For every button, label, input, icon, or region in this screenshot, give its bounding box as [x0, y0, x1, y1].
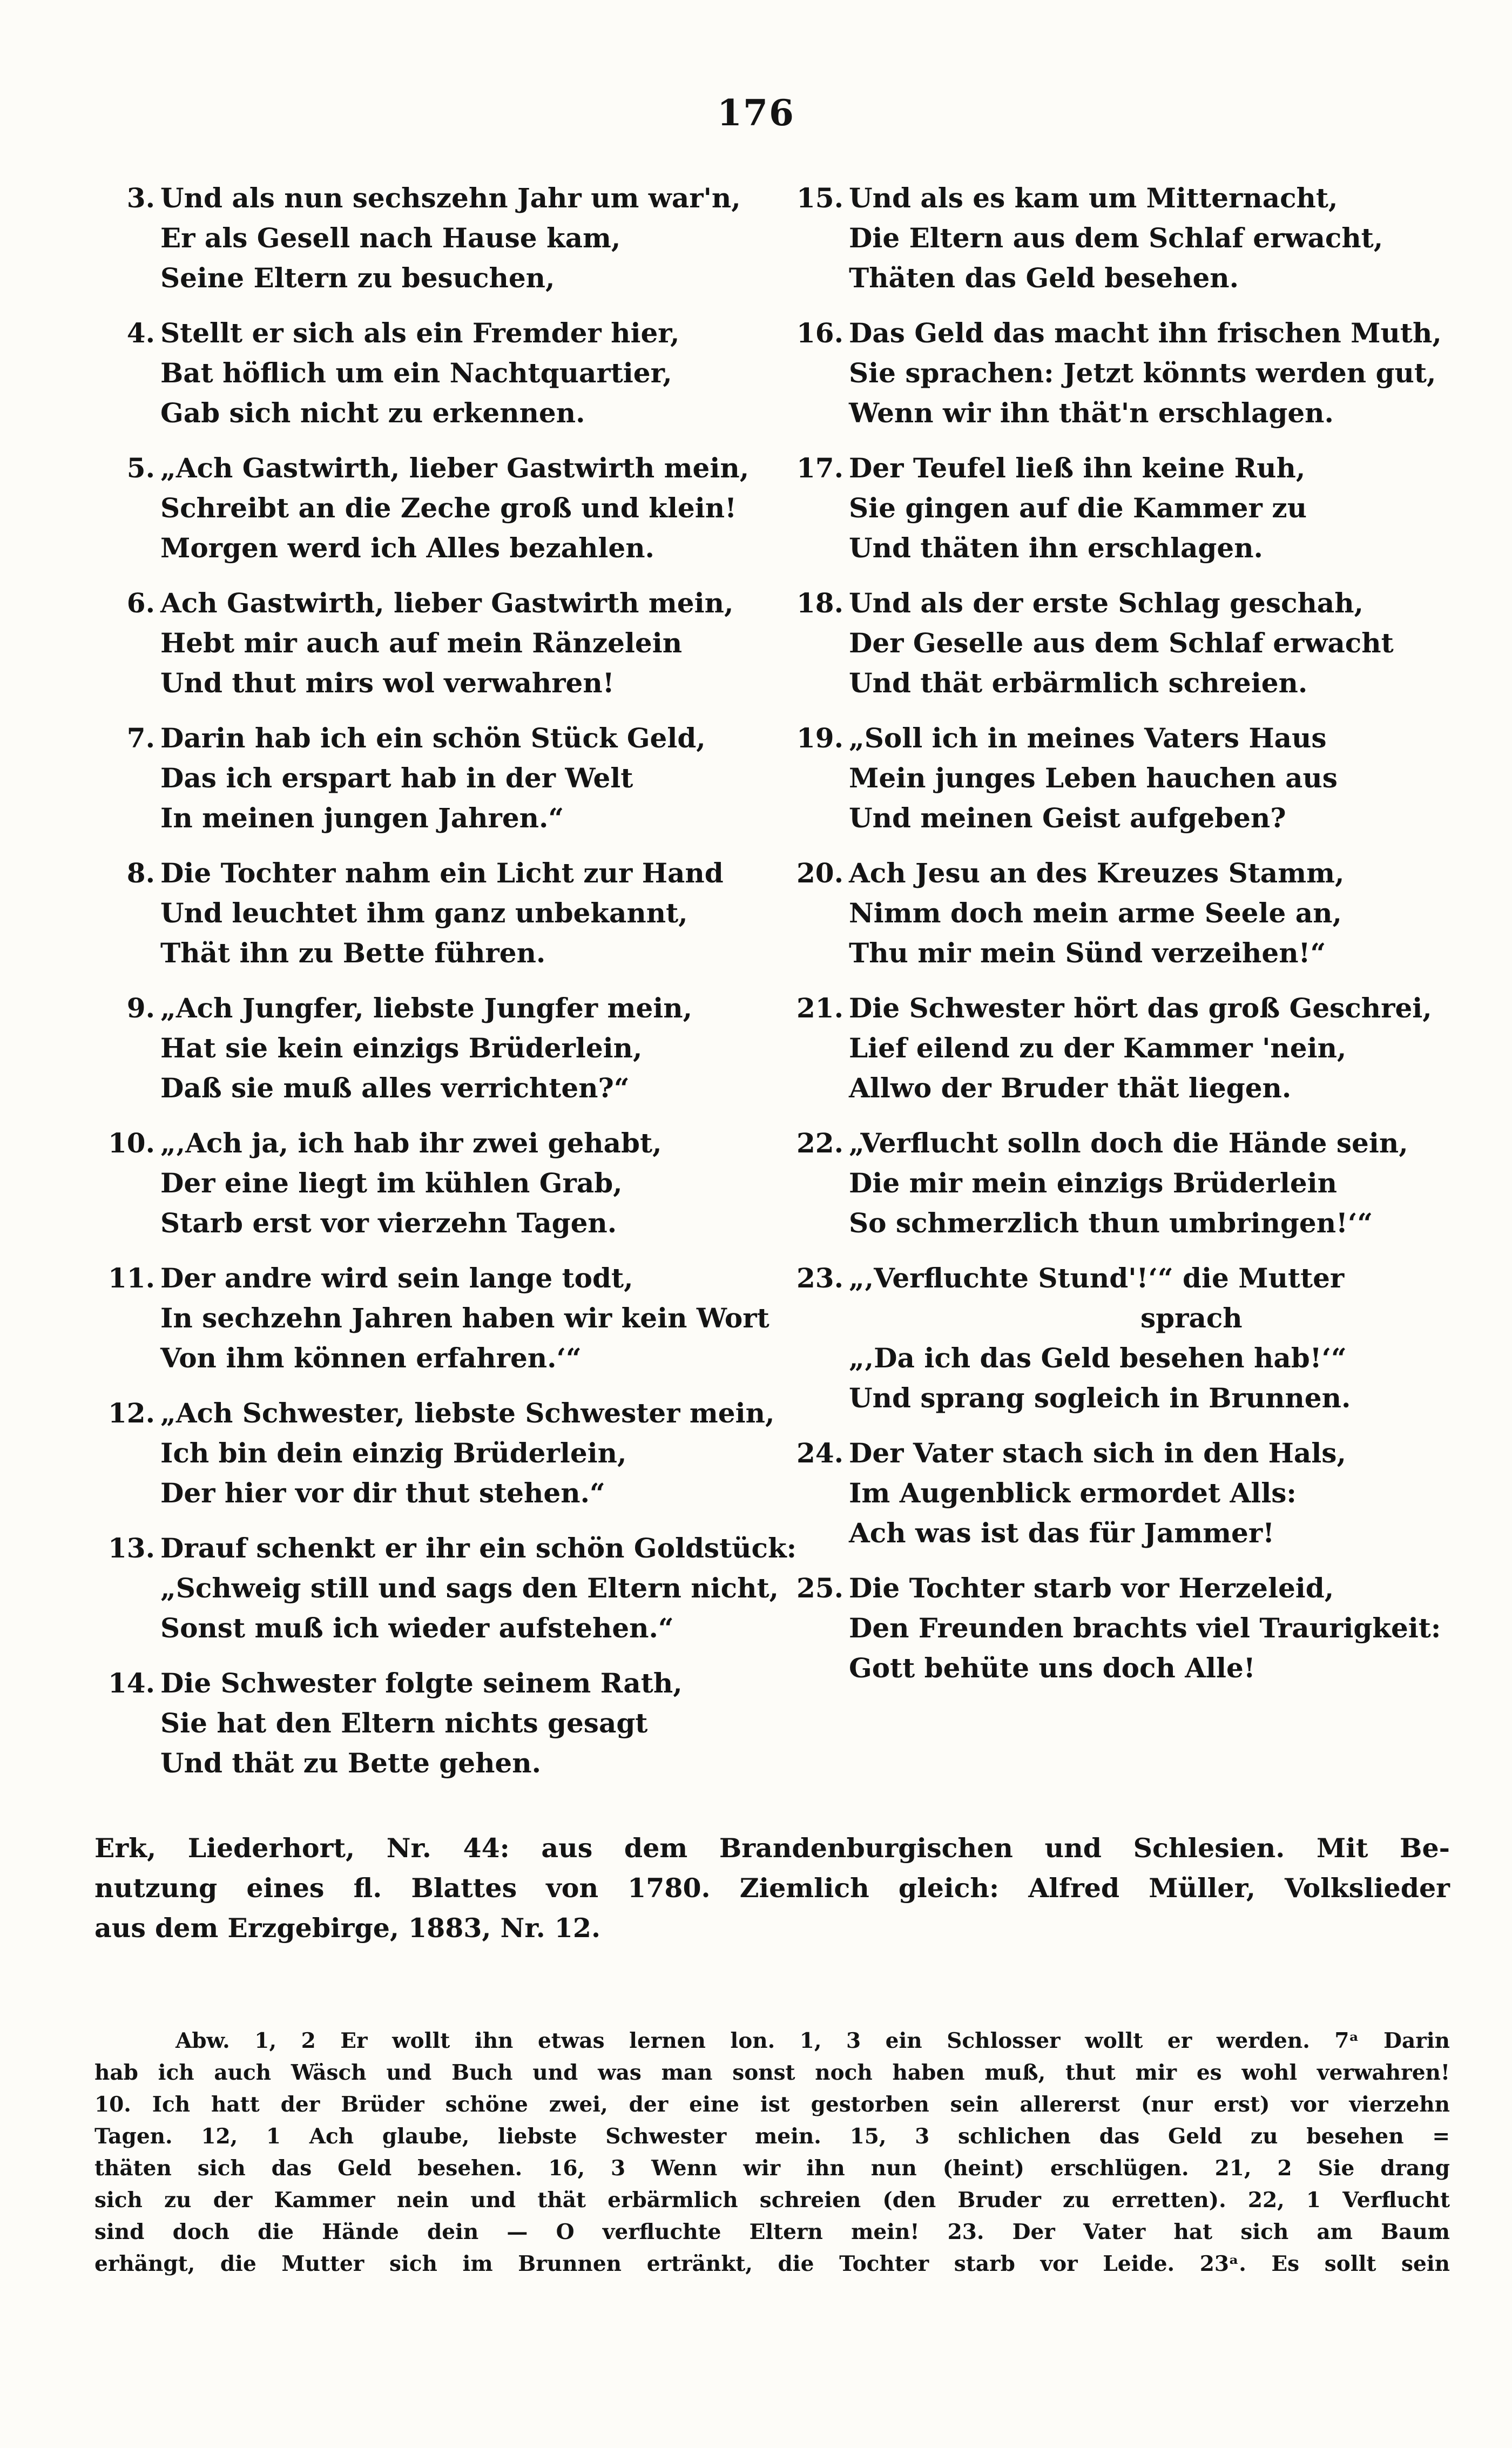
verse-line: Und thäten ihn erschlagen. [849, 532, 1263, 564]
stanza-number: 13. [108, 1532, 155, 1564]
verse-line: In sechzehn Jahren haben wir kein Wort [160, 1302, 770, 1334]
verse-line: Von ihm können erfahren.‘“ [160, 1342, 582, 1374]
verse-line: Stellt er sich als ein Fremder hier, [160, 317, 680, 349]
stanza [94, 178, 775, 298]
stanza-number: 16. [796, 317, 843, 349]
stanza-number: 19. [796, 722, 843, 754]
verse-line-turnover: sprach [1140, 1302, 1243, 1334]
verse-line: Und als nun sechszehn Jahr um war'n, [160, 182, 741, 214]
stanza [783, 178, 1463, 298]
stanza-number: 17. [796, 452, 843, 484]
stanza-number: 11. [108, 1262, 155, 1294]
stanza [783, 1258, 1463, 1418]
verse-line: Ach Jesu an des Kreuzes Stamm, [849, 857, 1345, 889]
verse-line: Wenn wir ihn thät'n erschlagen. [849, 397, 1334, 429]
stanza [94, 1393, 775, 1513]
footnote-line: Tagen. 12, 1 Ach glaube, liebste Schwester mein. 15, 3 schlichen das Geld zu besehen = [94, 2124, 1450, 2149]
stanza [783, 988, 1463, 1108]
verse-line: Das ich erspart hab in der Welt [160, 762, 633, 794]
stanza-number: 7. [126, 722, 155, 754]
stanza [783, 1433, 1463, 1553]
verse-line: Darin hab ich ein schön Stück Geld, [160, 722, 706, 754]
verse-line: Und thät erbärmlich schreien. [849, 667, 1308, 699]
stanza [94, 1663, 775, 1783]
stanza-number: 18. [796, 587, 843, 619]
right-column [783, 178, 1463, 1703]
stanza [783, 313, 1463, 433]
verse-line: Der Geselle aus dem Schlaf erwacht [849, 627, 1394, 659]
verse-line: Der Vater stach sich in den Hals, [849, 1437, 1346, 1469]
stanza [94, 718, 775, 838]
verse-line: Gott behüte uns doch Alle! [849, 1652, 1256, 1684]
verse-line: Und leuchtet ihm ganz unbekannt, [160, 897, 688, 929]
verse-line: In meinen jungen Jahren.“ [160, 802, 564, 834]
verse-line: „Ach Jungfer, liebste Jungfer mein, [160, 992, 693, 1024]
verse-line: Drauf schenkt er ihr ein schön Goldstück: [160, 1532, 797, 1564]
source-note [94, 1828, 1450, 1948]
stanza [94, 1123, 775, 1243]
verse-line: „Ach Gastwirth, lieber Gastwirth mein, [160, 452, 750, 484]
verse-line: Mein junges Leben hauchen aus [849, 762, 1338, 794]
verse-line: Sie hat den Eltern nichts gesagt [160, 1707, 648, 1739]
stanza [783, 853, 1463, 973]
verse-line: Im Augenblick ermordet Alls: [849, 1477, 1297, 1509]
stanza [94, 1528, 797, 1648]
stanza-number: 6. [126, 587, 155, 619]
stanza [783, 1123, 1463, 1243]
verse-line: Die Eltern aus dem Schlaf erwacht, [849, 222, 1383, 254]
verse-line: Seine Eltern zu besuchen, [160, 262, 555, 294]
stanza-number: 20. [796, 857, 843, 889]
verse-line: Morgen werd ich Alles bezahlen. [160, 532, 654, 564]
verse-line: Und meinen Geist aufgeben? [849, 802, 1286, 834]
stanza [783, 718, 1463, 838]
verse-line: Und als es kam um Mitternacht, [849, 182, 1338, 214]
verse-line: Hebt mir auch auf mein Ränzelein [160, 627, 683, 659]
verse-line: Ach was ist das für Jammer! [849, 1517, 1275, 1549]
verse-line: „Verflucht solln doch die Hände sein, [849, 1127, 1408, 1159]
verse-line: „Ach Schwester, liebste Schwester mein, [160, 1397, 775, 1429]
verse-line: Bat höflich um ein Nachtquartier, [160, 357, 672, 389]
stanza [783, 1568, 1463, 1688]
verse-line: Die Schwester folgte seinem Rath, [160, 1667, 683, 1699]
verse-line: Und thut mirs wol verwahren! [160, 667, 615, 699]
stanza [94, 853, 775, 973]
verse-line: Der hier vor dir thut stehen.“ [160, 1477, 605, 1509]
variant-readings-footnote [94, 2025, 1450, 2280]
stanza-number: 22. [796, 1127, 843, 1159]
verse-line: Das Geld das macht ihn frischen Muth, [849, 317, 1442, 349]
verse-line: „Soll ich in meines Vaters Haus [849, 722, 1327, 754]
footnote-line: sind doch die Hände dein — O verfluchte Eltern mein! 23. Der Vater hat sich am Baum [94, 2220, 1450, 2244]
footnote-line: Abw. 1, 2 Er wollt ihn etwas lernen lon. 1, 3 ein Schlosser wollt er werden. 7ᵃ Darin [176, 2028, 1450, 2053]
verse-line: Die Schwester hört das groß Geschrei, [849, 992, 1432, 1024]
verse-line: Und sprang sogleich in Brunnen. [849, 1382, 1351, 1414]
verse-line: Starb erst vor vierzehn Tagen. [160, 1207, 617, 1239]
verse-line: „Schweig still und sags den Eltern nicht, [160, 1572, 779, 1604]
verse-line: Sie gingen auf die Kammer zu [849, 492, 1307, 524]
stanza-number: 24. [796, 1437, 843, 1469]
stanza-number: 21. [796, 992, 843, 1024]
footnote-line: thäten sich das Geld besehen. 16, 3 Wenn wir ihn nun (heint) erschlügen. 21, 2 Sie drang [94, 2156, 1450, 2181]
footnote-line: hab ich auch Wäsch und Buch und was man sonst noch haben muß, thut mir es wohl verwahren! [94, 2060, 1450, 2085]
verse-line: Nimm doch mein arme Seele an, [849, 897, 1342, 929]
page-number: 176 [717, 92, 795, 134]
verse-line: Der Teufel ließ ihn keine Ruh, [849, 452, 1306, 484]
verse-line: Sie sprachen: Jetzt könnts werden gut, [849, 357, 1436, 389]
verse-line: Gab sich nicht zu erkennen. [160, 397, 585, 429]
verse-line: Und als der erste Schlag geschah, [849, 587, 1364, 619]
footnote-line: erhängt, die Mutter sich im Brunnen ertränkt, die Tochter starb vor Leide. 23ᵃ. Es sollt sein [94, 2251, 1450, 2276]
verse-line: Sonst muß ich wieder aufstehen.“ [160, 1612, 674, 1644]
stanza [94, 313, 775, 433]
stanza [783, 583, 1463, 703]
verse-line: Hat sie kein einzigs Brüderlein, [160, 1032, 643, 1064]
source-note-line: aus dem Erzgebirge, 1883, Nr. 12. [94, 1912, 601, 1944]
verse-line: Lief eilend zu der Kammer 'nein, [849, 1032, 1347, 1064]
stanza-number: 3. [126, 182, 155, 214]
verse-line: Er als Gesell nach Hause kam, [160, 222, 621, 254]
stanza-number: 4. [126, 317, 155, 349]
verse-line: Ich bin dein einzig Brüderlein, [160, 1437, 627, 1469]
verse-line: Der andre wird sein lange todt, [160, 1262, 633, 1294]
verse-line: „‚Ach ja, ich hab ihr zwei gehabt, [160, 1127, 662, 1159]
verse-line: Die mir mein einzigs Brüderlein [849, 1167, 1337, 1199]
verse-line: So schmerzlich thun umbringen!‘“ [849, 1207, 1373, 1239]
source-note-line: nutzung eines fl. Blattes von 1780. Ziemlich gleich: Alfred Müller, Volkslieder [94, 1872, 1450, 1904]
stanza [94, 583, 775, 703]
verse-line: Schreibt an die Zeche groß und klein! [160, 492, 737, 524]
verse-line: Und thät zu Bette gehen. [160, 1747, 542, 1779]
verse-line: Thät ihn zu Bette führen. [160, 937, 546, 969]
verse-line: Daß sie muß alles verrichten?“ [160, 1072, 630, 1104]
stanza-number: 8. [126, 857, 155, 889]
verse-line: Der eine liegt im kühlen Grab, [160, 1167, 623, 1199]
stanza-number: 12. [108, 1397, 155, 1429]
verse-line: „‚Verfluchte Stund'!‘“ die Mutter [849, 1262, 1345, 1294]
verse-line: Die Tochter nahm ein Licht zur Hand [160, 857, 724, 889]
stanza-number: 14. [108, 1667, 155, 1699]
verse-line: Thu mir mein Sünd verzeihen!“ [849, 937, 1326, 969]
stanza-number: 10. [108, 1127, 155, 1159]
source-note-line: Erk, Liederhort, Nr. 44: aus dem Brandenburgischen und Schlesien. Mit Be- [94, 1832, 1450, 1864]
footnote-line: sich zu der Kammer nein und thät erbärmlich schreien (den Bruder zu erretten). 22, 1 Verflucht [94, 2188, 1450, 2213]
stanza-number: 15. [796, 182, 843, 214]
verse-line: Den Freunden brachts viel Traurigkeit: [849, 1612, 1441, 1644]
stanza [94, 988, 775, 1108]
verse-line: Allwo der Bruder thät liegen. [849, 1072, 1292, 1104]
verse-line: Thäten das Geld besehen. [849, 262, 1239, 294]
stanza-number: 25. [796, 1572, 843, 1604]
verse-line: Ach Gastwirth, lieber Gastwirth mein, [160, 587, 734, 619]
verse-line: Die Tochter starb vor Herzeleid, [849, 1572, 1334, 1604]
stanza [94, 1258, 775, 1378]
stanza-number: 5. [126, 452, 155, 484]
stanza [94, 448, 775, 568]
verse-line: „‚Da ich das Geld besehen hab!‘“ [849, 1342, 1347, 1374]
stanza-number: 23. [796, 1262, 843, 1294]
left-column [94, 178, 797, 1798]
stanza [783, 448, 1463, 568]
footnote-line: 10. Ich hatt der Brüder schöne zwei, der eine ist gestorben sein allererst (nur erst) vor vierzehn [94, 2092, 1450, 2117]
stanza-number: 9. [126, 992, 155, 1024]
